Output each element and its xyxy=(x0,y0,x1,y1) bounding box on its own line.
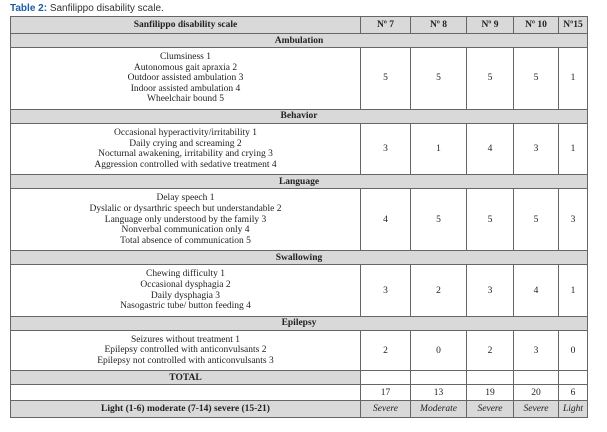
scale-item: Occasional dysphagia 2 xyxy=(140,279,231,290)
total-blank-cell xyxy=(514,371,559,385)
scale-item: Epilepsy controlled with anticonvulsants 2 xyxy=(104,345,267,356)
section-header-row xyxy=(11,175,588,189)
section-header-row xyxy=(11,109,588,123)
section-header-row xyxy=(11,316,588,330)
table-header-row xyxy=(11,17,588,34)
score-cell: 5 xyxy=(467,48,514,110)
score-cell: 1 xyxy=(411,123,467,174)
table-caption-text: Sanfilippo disability scale. xyxy=(49,3,164,14)
table-caption xyxy=(10,3,164,14)
header-col-15: Nº15 xyxy=(559,17,588,34)
total-value-cell: 19 xyxy=(467,385,514,401)
score-cell: 3 xyxy=(361,265,411,316)
total-value-cell: 6 xyxy=(559,385,588,401)
total-header-row xyxy=(11,371,588,385)
scale-items xyxy=(11,189,361,251)
scale-item: Clumsiness 1 xyxy=(160,52,211,62)
score-cell: 1 xyxy=(559,123,588,174)
scale-item: Total absence of communication 5 xyxy=(120,235,251,246)
score-cell: 3 xyxy=(514,330,559,371)
disability-scale-table xyxy=(10,16,588,418)
score-cell: 3 xyxy=(361,123,411,174)
scale-items xyxy=(11,48,361,110)
scale-item: Aggression controlled with sedative treatment 4 xyxy=(94,159,277,170)
scale-item: Nonverbal communication only 4 xyxy=(121,225,250,236)
scale-items xyxy=(11,123,361,174)
score-cell: 1 xyxy=(559,265,588,316)
total-values-row xyxy=(11,385,588,401)
scale-item: Seizures without treatment 1 xyxy=(131,334,240,345)
total-blank-cell xyxy=(559,371,588,385)
total-label: TOTAL xyxy=(11,371,361,385)
severity-cell: Severe xyxy=(467,401,514,418)
severity-cell: Light xyxy=(559,401,588,418)
total-value-cell: 13 xyxy=(411,385,467,401)
scale-item: Daily dysphagia 3 xyxy=(150,290,221,301)
table-body xyxy=(11,34,588,418)
score-cell: 5 xyxy=(411,189,467,251)
total-blank-cell xyxy=(467,371,514,385)
section-title: Swallowing xyxy=(11,251,588,265)
header-col-8: Nº 8 xyxy=(411,17,467,34)
table-caption-label: Table 2: xyxy=(10,3,48,14)
score-cell: 5 xyxy=(361,48,411,110)
score-cell: 0 xyxy=(411,330,467,371)
severity-cell: Severe xyxy=(361,401,411,418)
scale-item: Language only understood by the family 3 xyxy=(104,214,267,225)
scale-item: Nasogastric tube/ button feeding 4 xyxy=(120,301,251,312)
score-cell: 5 xyxy=(467,189,514,251)
section-data-row xyxy=(11,265,588,316)
header-title: Sanfilippo disability scale xyxy=(11,17,361,34)
score-cell: 3 xyxy=(514,123,559,174)
scale-items xyxy=(11,330,361,371)
total-blank-cell xyxy=(361,371,411,385)
scale-item: Nocturnal awakening, irritability and crying 3 xyxy=(98,149,273,160)
section-header-row xyxy=(11,34,588,48)
scale-item: Autonomous gait apraxia 2 xyxy=(133,62,238,73)
scale-item: Epilepsy not controlled with anticonvulsants 3 xyxy=(97,355,274,366)
header-col-10: Nº 10 xyxy=(514,17,559,34)
score-cell: 5 xyxy=(411,48,467,110)
severity-cell: Moderate xyxy=(411,401,467,418)
scale-item: Occasional hyperactivity/irritability 1 xyxy=(114,127,257,138)
total-blank-label-cell xyxy=(11,385,361,401)
score-cell: 3 xyxy=(559,189,588,251)
severity-legend: Light (1-6) moderate (7-14) severe (15-21) xyxy=(11,401,361,418)
section-title: Language xyxy=(11,175,588,189)
score-cell: 5 xyxy=(514,48,559,110)
score-cell: 2 xyxy=(411,265,467,316)
score-cell: 2 xyxy=(361,330,411,371)
severity-row xyxy=(11,401,588,418)
score-cell: 4 xyxy=(514,265,559,316)
scale-item: Delay speech 1 xyxy=(156,193,215,204)
scale-items xyxy=(11,265,361,316)
scale-item: Chewing difficulty 1 xyxy=(146,269,225,280)
total-value-cell: 20 xyxy=(514,385,559,401)
score-cell: 0 xyxy=(559,330,588,371)
score-cell: 1 xyxy=(559,48,588,110)
section-title: Ambulation xyxy=(11,34,588,48)
scale-item: Indoor assisted ambulation 4 xyxy=(130,83,241,94)
score-cell: 4 xyxy=(467,123,514,174)
scale-item: Wheelchair bound 5 xyxy=(146,94,225,105)
section-data-row xyxy=(11,48,588,110)
score-cell: 4 xyxy=(361,189,411,251)
section-title: Behavior xyxy=(11,109,588,123)
section-data-row xyxy=(11,123,588,174)
scale-item: Dyslalic or dysarthric speech but understandable 2 xyxy=(89,203,282,214)
section-data-row xyxy=(11,189,588,251)
severity-cell: Severe xyxy=(514,401,559,418)
total-value-cell: 17 xyxy=(361,385,411,401)
score-cell: 3 xyxy=(467,265,514,316)
score-cell: 2 xyxy=(467,330,514,371)
section-header-row xyxy=(11,251,588,265)
scale-item: Daily crying and screaming 2 xyxy=(129,138,242,149)
scale-item: Outdoor assisted ambulation 3 xyxy=(127,73,244,84)
header-col-7: Nº 7 xyxy=(361,17,411,34)
section-data-row xyxy=(11,330,588,371)
total-blank-cell xyxy=(411,371,467,385)
section-title: Epilepsy xyxy=(11,316,588,330)
score-cell: 5 xyxy=(514,189,559,251)
header-col-9: Nº 9 xyxy=(467,17,514,34)
